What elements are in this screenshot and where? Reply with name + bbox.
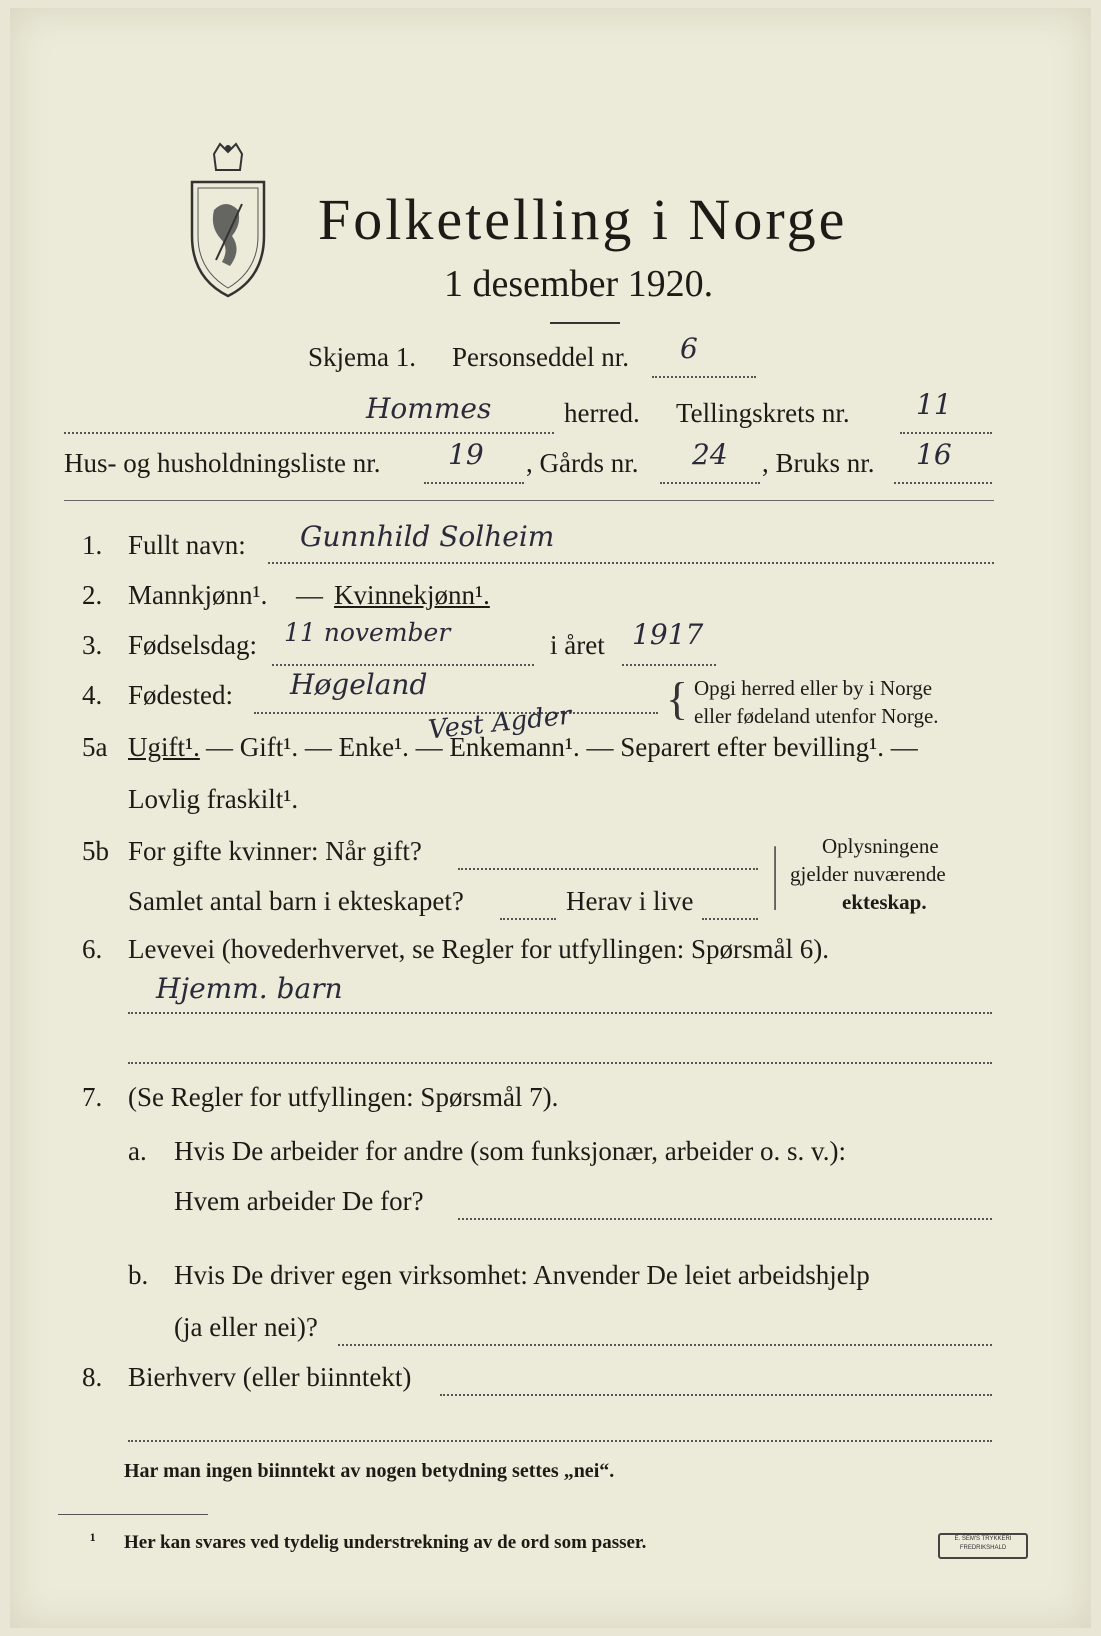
q4-note-1: Opgi herred eller by i Norge bbox=[694, 676, 933, 700]
q5b-number: 5b bbox=[82, 836, 109, 866]
q4-label: Fødested: bbox=[128, 680, 233, 710]
q7a-line bbox=[458, 1218, 992, 1220]
q5b-line bbox=[458, 868, 758, 870]
bruks-value: 16 bbox=[916, 438, 952, 471]
q3-label: Fødselsdag: bbox=[128, 630, 258, 660]
footer-note: Har man ingen biinntekt av nogen betydning settes „nei“. bbox=[124, 1460, 615, 1482]
q7a-label: Hvis De arbeider for andre (som funksjonær, arbeider o. s. v.): bbox=[174, 1136, 846, 1166]
q6-value: Hjemm. barn bbox=[156, 972, 343, 1005]
tellingskrets-value: 11 bbox=[916, 388, 952, 421]
q6-number: 6. bbox=[82, 934, 103, 964]
tellingskrets-line bbox=[900, 432, 992, 434]
personseddel-label: Personseddel nr. bbox=[452, 342, 629, 372]
census-date: 1 desember 1920. bbox=[444, 263, 714, 305]
q5a-options: — Gift¹. — Enke¹. — Enkemann¹. — Separert efter bevilling¹. — bbox=[206, 732, 918, 762]
title-rule bbox=[550, 322, 620, 324]
form-title: Folketelling i Norge bbox=[318, 187, 848, 252]
header-divider bbox=[64, 500, 994, 501]
footnote-text: Her kan svares ved tydelig understrekning av de ord som passer. bbox=[124, 1532, 647, 1553]
tellingskrets-label: Tellingskrets nr. bbox=[676, 398, 850, 428]
q5b-line2: Samlet antal barn i ekteskapet? bbox=[128, 886, 464, 916]
q6-line-2 bbox=[128, 1062, 992, 1064]
q5b-note-3: ekteskap. bbox=[842, 890, 927, 914]
q4-value-extra: Vest Agder bbox=[426, 700, 573, 746]
q5a-ugift: Ugift¹. bbox=[128, 732, 200, 762]
q5a-line2: Lovlig fraskilt¹. bbox=[128, 784, 299, 814]
personseddel-value: 6 bbox=[680, 332, 698, 365]
q1-label: Fullt navn: bbox=[128, 530, 246, 560]
footnote-rule bbox=[58, 1514, 208, 1515]
q5b-note-1: Oplysningene bbox=[822, 834, 939, 858]
q1-number: 1. bbox=[82, 530, 103, 560]
herred-label: herred. bbox=[564, 398, 640, 428]
q7b-label: Hvis De driver egen virksomhet: Anvender De leiet arbeidshjelp bbox=[174, 1260, 870, 1290]
q3-year-label: i året bbox=[550, 630, 605, 660]
q4-note-2: eller fødeland utenfor Norge. bbox=[694, 704, 939, 728]
husholdning-line bbox=[424, 482, 524, 484]
bruks-line bbox=[894, 482, 992, 484]
q3-year-value: 1917 bbox=[632, 618, 704, 651]
footnote-mark: ¹ bbox=[90, 1530, 96, 1551]
q8-number: 8. bbox=[82, 1362, 103, 1392]
herred-value: Hommes bbox=[366, 392, 492, 425]
q5b-live-line bbox=[702, 918, 758, 920]
q7a-letter: a. bbox=[128, 1136, 147, 1166]
q3-value: 11 november bbox=[284, 618, 451, 647]
husholdning-value: 19 bbox=[448, 438, 484, 471]
q2-number: 2. bbox=[82, 580, 103, 610]
q7-label: (Se Regler for utfyllingen: Spørsmål 7). bbox=[128, 1082, 559, 1112]
schema-label: Skjema 1. bbox=[308, 342, 416, 372]
herred-line bbox=[64, 432, 554, 434]
q7-number: 7. bbox=[82, 1082, 103, 1112]
q2-separator: — bbox=[296, 580, 323, 610]
q8-label: Bierhverv (eller biinntekt) bbox=[128, 1362, 412, 1392]
q4-number: 4. bbox=[82, 680, 103, 710]
q1-line bbox=[268, 562, 994, 564]
q7b-letter: b. bbox=[128, 1260, 149, 1290]
q2-female: Kvinnekjønn¹. bbox=[334, 580, 490, 610]
q3-year-line bbox=[622, 664, 716, 666]
q8-line-2 bbox=[128, 1440, 992, 1442]
gards-line bbox=[660, 482, 760, 484]
q7b-line2: (ja eller nei)? bbox=[174, 1312, 318, 1342]
q3-number: 3. bbox=[82, 630, 103, 660]
coat-of-arms-icon bbox=[186, 140, 270, 300]
q4-value: Høgeland bbox=[290, 668, 428, 701]
q4-brace: { bbox=[666, 673, 689, 724]
q6-line-1 bbox=[128, 1012, 992, 1014]
printer-stamp: E. SEM'S TRYKKERI FREDRIKSHALD bbox=[938, 1533, 1028, 1559]
q7a-line2: Hvem arbeider De for? bbox=[174, 1186, 424, 1216]
q5b-brace: | bbox=[772, 834, 778, 911]
gards-value: 24 bbox=[692, 438, 728, 471]
q8-line-1 bbox=[440, 1394, 992, 1396]
q3-line bbox=[272, 664, 534, 666]
q5a-number: 5a bbox=[82, 732, 108, 762]
personseddel-line bbox=[652, 376, 756, 378]
bruks-label: , Bruks nr. bbox=[762, 448, 875, 478]
q5b-note-2: gjelder nuværende bbox=[790, 862, 946, 886]
husholdning-label: Hus- og husholdningsliste nr. bbox=[64, 448, 381, 478]
q5b-children-line bbox=[500, 918, 556, 920]
q5b-label: For gifte kvinner: Når gift? bbox=[128, 836, 422, 866]
gards-label: , Gårds nr. bbox=[526, 448, 639, 478]
q6-label: Levevei (hovederhvervet, se Regler for utfyllingen: Spørsmål 6). bbox=[128, 934, 830, 964]
q2-male: Mannkjønn¹. bbox=[128, 580, 268, 610]
q5b-live: Herav i live bbox=[566, 886, 694, 916]
q7b-line bbox=[338, 1344, 992, 1346]
q1-value: Gunnhild Solheim bbox=[300, 520, 555, 553]
